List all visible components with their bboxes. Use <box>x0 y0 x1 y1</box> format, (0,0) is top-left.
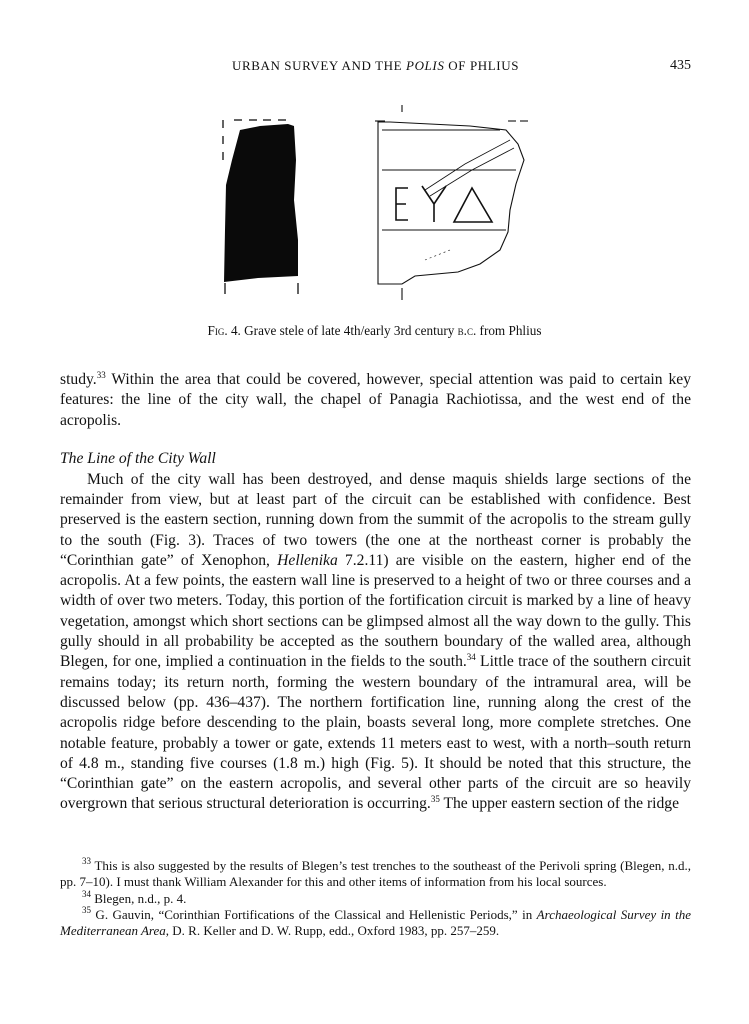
footnote-ref-35: 35 <box>430 794 440 805</box>
inscription-letters <box>396 186 492 222</box>
figure-caption: Fig. 4. Grave stele of late 4th/early 3rd century b.c. from Phlius <box>207 323 542 338</box>
stele-front <box>375 105 528 300</box>
section-heading: The Line of the City Wall <box>60 450 216 468</box>
page-number: 435 <box>670 58 691 73</box>
paragraph-1: study.$^{33}$ Within the area that could be covered, however, special attention was paid to certain key features: the line of the city wall, the chapel of Panagia Rachiotissa, and the west end of the acropolis. <box>60 370 691 429</box>
footnote-ref-33: 33 <box>96 370 106 380</box>
stele-drawing <box>210 100 540 305</box>
footnote-34: $^{34}$ Blegen, n.d., p. 4. <box>82 888 187 906</box>
footnote-33: $^{33}$ This is also suggested by the results of Blegen’s test trenches to the southeast of the Perivoli spring (Blegen, n.d., pp. 7–10). I must thank William Alexander for this and other items of information from his local sources. <box>60 856 691 890</box>
figure-4 <box>210 100 540 305</box>
footnote-35: $^{35}$ G. Gauvin, “Corinthian Fortifications of the Classical and Hellenistic Periods,” in Archaeological Survey in the Mediterranean Area, D. R. Keller and D. W. Rupp, edd., Oxford 1983, pp. 257–259. <box>60 904 692 939</box>
footnote-ref-34: 34 <box>466 652 476 663</box>
footnotes <box>60 858 691 939</box>
paragraph-2: Much of the city wall has been destroyed, and dense maquis shields large sections of the remainder from view, but at least part of the circuit can be established with confidence. Best preserved is the eastern section, running down from the summit of the acropolis to the stream gully to the south (Fig. 3). Traces of two towers (the one at the northeast corner is probably the “Corinthian gate” of Xenophon, Hellenika 7.2.11) are visible on the eastern, higher end of the acropolis. At a few points, the eastern wall line is preserved to a height of two or three courses and a width of over two meters. Today, this portion of the fortification circuit is marked by a line of heavy vegetation, amongst which short sections can be glimpsed almost all the way down to the gully. This gully should in all probability be accepted as the southern boundary of the walled area, although Blegen, for one, implied a continuation in the fields to the south.$^{34}$ Little trace of the southern circuit remains today; its return north, forming the western boundary of the intramural area, will be discussed below (pp. 436–437). The northern fortification line, running along the crest of the acropolis ridge before descending to the plain, boasts several long, more complete stretches. One notable feature, probably a tower or gate, extends 11 meters east to west, with a north–south return of 4.8 m., standing five courses (1.8 m.) high (Fig. 5). It should be noted that this structure, the “Corinthian gate” on the eastern acropolis, and several other parts of the circuit are so heavily overgrown that serious structural deterioration is occurring.$^{35}$ The upper eastern section of the ridge <box>60 470 691 813</box>
running-title: URBAN SURVEY AND THE POLIS OF PHLIUS <box>231 58 520 73</box>
stele-section-silhouette <box>224 124 298 282</box>
body-text <box>60 370 691 815</box>
